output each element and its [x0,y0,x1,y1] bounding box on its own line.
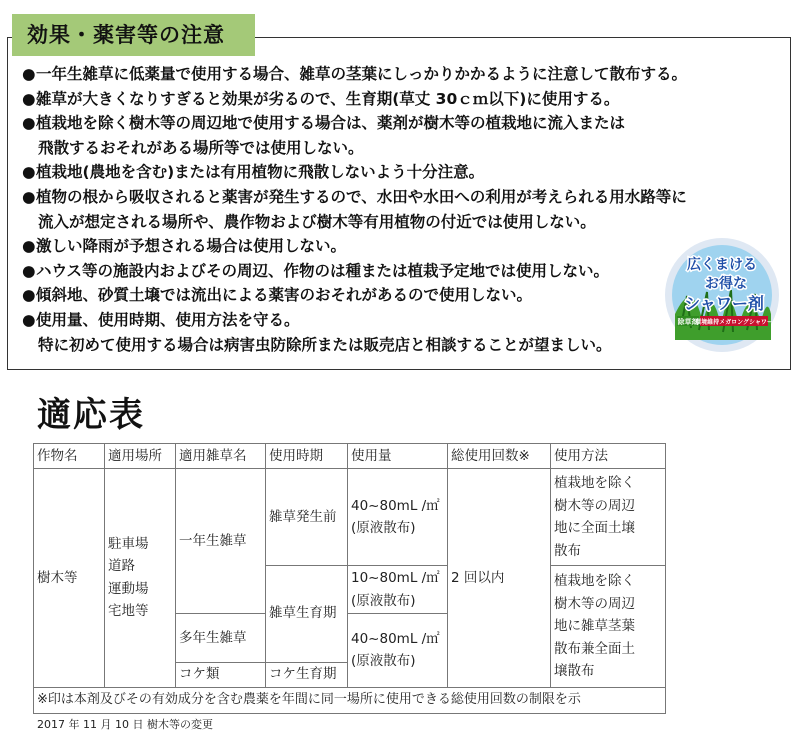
notice-line: 植栽地(農地を含む)または有用植物に飛散しないよう十分注意。 [36,163,485,182]
method-line: 樹木等の周辺 [554,497,635,514]
cell-method-b [551,565,666,687]
dose-amount: 40~80mL /㎡ [351,497,440,514]
method-line: 植栽地を除く [554,475,635,492]
notice-line: 特に初めて使用する場合は病害虫防除所または販売店と相談することが望ましい。 [38,335,612,354]
header-method: 使用方法 [551,444,666,469]
badge-line1: 広くまける [687,257,757,273]
cell-timing-growth: 雑草生育期 [266,565,348,662]
method-line: 散布兼全面土 [554,640,635,657]
bullet-icon: ● [22,261,36,280]
product-badge [663,236,781,354]
bullet-icon: ● [22,286,36,305]
place-item: 運動場 [108,580,149,597]
bullet-icon: ● [22,65,36,83]
dose-amount: 40~80mL /㎡ [351,630,440,647]
place-item: 駐車場 [108,535,149,552]
table-row [34,469,666,566]
notice-line: 使用量、使用時期、使用方法を守る。 [36,310,300,329]
dose-amount: 10~80mL /㎡ [351,570,440,587]
notice-line: 傾斜地、砂質土壌では流出による薬害のおそれがあるので使用しない。 [36,286,533,305]
place-item: 宅地等 [108,603,149,620]
header-timing: 使用時期 [266,444,348,469]
dose-note: (原液散布) [351,592,416,609]
header-place: 適用場所 [105,444,176,469]
table-title: 適応表 [37,395,145,435]
header-dose: 使用量 [348,444,448,469]
cell-weed-annual: 一年生雑草 [176,469,266,614]
method-line: 樹木等の周辺 [554,595,635,612]
bullet-icon: ● [22,89,36,108]
dose-note: (原液散布) [351,653,416,670]
notice-line: 激しい降雨が予想される場合は使用しない。 [36,237,347,256]
bullet-icon: ● [22,237,36,256]
notice-line: 一年生雑草に低薬量で使用する場合、雑草の茎葉にしっかりかかるように注意して散布する。 [36,65,688,83]
cell-timing-emergence: 雑草発生前 [266,469,348,566]
bullet-icon: ● [22,310,36,329]
table-footnote-row [34,687,666,713]
notice-line: 飛散するおそれがある場所等では使用しない。 [38,138,364,157]
method-line: 地に雑草茎葉 [554,618,635,635]
cell-method-a [551,469,666,566]
header-crop: 作物名 [34,444,105,469]
notice-line: ハウス等の施設内およびその周辺、作物のは種または植栽予定地では使用しない。 [36,261,610,280]
cell-dose-b [348,565,448,613]
method-line: 地に全面土壌 [554,520,635,537]
badge-tag: 除草剤 [677,318,699,326]
header-count: 総使用回数※ [448,444,551,469]
cell-places [105,469,176,688]
method-line: 植栽地を除く [554,573,635,590]
revision-note: 2017 年 11 月 10 日 樹木等の変更 [37,718,213,731]
notice-line: 雑草が大きくなりすぎると効果が劣るので、生育期(草丈 30ｃｍ以下)に使用する。 [36,89,620,108]
method-line: 壌散布 [554,663,595,680]
application-table [33,443,666,714]
table-footnote: ※印は本剤及びその有効成分を含む農薬を年間に同一場所に使用できる総使用回数の制限を示 [34,687,666,713]
place-item: 道路 [108,558,135,575]
badge-line2: お得な [705,276,747,292]
notice-item [22,160,782,185]
cell-weed-perennial: 多年生雑草 [176,614,266,662]
dose-note: (原液散布) [351,520,416,537]
cell-weed-moss: コケ類 [176,662,266,687]
bullet-icon: ● [22,187,36,206]
cell-dose-c [348,614,448,688]
notice-item [22,185,782,234]
notice-line: 流入が想定される場所や、農作物および樹木等有用植物の付近では使用しない。 [38,212,596,231]
notice-line: 植物の根から吸収されると薬害が発生するので、水田や水田への利用が考えられる用水路等に [36,187,687,206]
notice-item [22,111,782,160]
notice-title: 効果・薬害等の注意 [12,14,255,56]
notice-line: 植栽地を除く樹木等の周辺地で使用する場合は、薬剤が樹木等の植栽地に流入または [36,114,626,133]
bullet-icon: ● [22,163,36,182]
table-header-row [34,444,666,469]
cell-count: 2 回以内 [448,469,551,688]
cell-dose-a [348,469,448,566]
method-line: 散布 [554,542,581,559]
bullet-icon: ● [22,114,36,133]
header-weed: 適用雑草名 [176,444,266,469]
cell-timing-moss: コケ生育期 [266,662,348,687]
notice-item [22,87,782,112]
notice-item [22,62,782,87]
cell-crop: 樹木等 [34,469,105,688]
badge-product: 環境維持メガロングシャワー [695,319,773,326]
badge-line3: シャワー剤 [684,294,764,313]
